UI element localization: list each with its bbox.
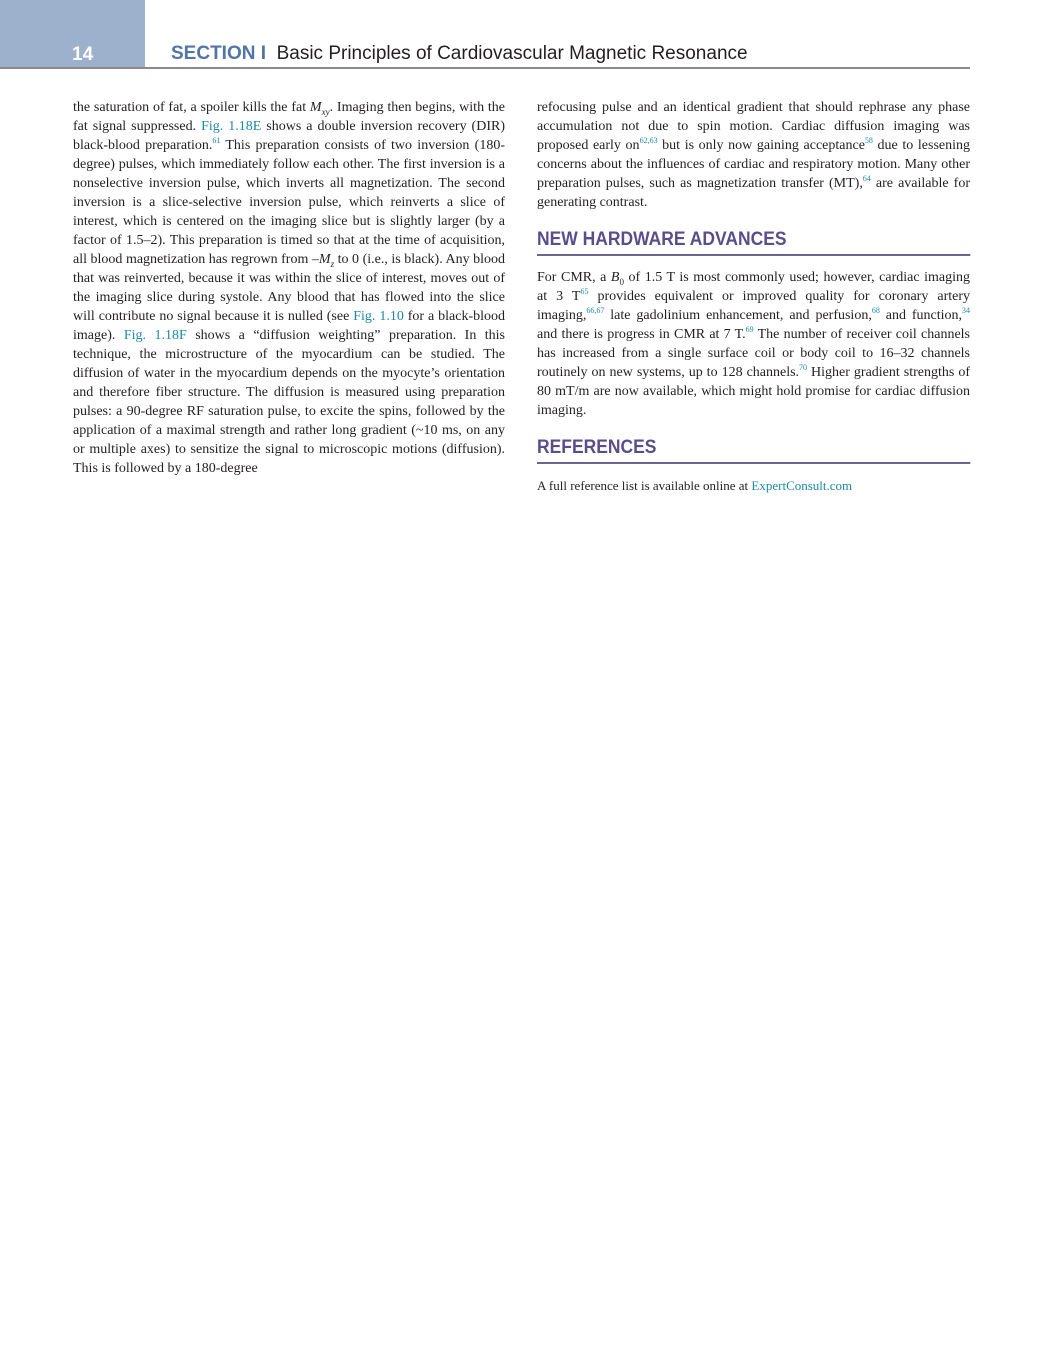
- citation-66-67[interactable]: 66,67: [586, 306, 605, 315]
- citation-70[interactable]: 70: [799, 363, 808, 372]
- text-run: late gadolinium enhancement, and perfusion,: [604, 308, 872, 323]
- right-column: [537, 98, 970, 495]
- heading-references: REFERENCES: [537, 436, 970, 464]
- figure-link-1-10[interactable]: Fig. 1.10: [353, 309, 404, 324]
- text-run: to 0 (i.e., is black). Any blood that was reinverted, because it was within the slice of interest, moves out of the imaging slice during systole. Any blood that has flowed into the slice will contribute no signal because it is nulled (see: [73, 252, 506, 324]
- text-run: and there is progress in CMR at 7 T.: [537, 327, 746, 342]
- text-run: the saturation of fat, a spoiler kills the fat: [73, 100, 310, 115]
- expertconsult-link[interactable]: ExpertConsult.com: [751, 478, 853, 493]
- b0-symbol: B: [610, 270, 620, 285]
- text-run: and function,: [879, 308, 963, 323]
- citation-69[interactable]: 69: [745, 325, 754, 334]
- citation-62-63[interactable]: 62,63: [639, 136, 658, 145]
- citation-64[interactable]: 64: [862, 174, 871, 183]
- references-note: [537, 476, 970, 495]
- body-paragraph: [73, 98, 505, 478]
- text-run: provides equivalent or improved quality for coronary artery imaging,: [537, 289, 970, 323]
- b0-subscript: 0: [619, 276, 624, 287]
- text-run: are available for generating contrast.: [537, 176, 970, 210]
- text-run: refocusing pulse and an identical gradient that should rephrase any phase accumulation not due to spin motion. Cardiac diffusion imaging was proposed early on: [537, 100, 970, 153]
- m-xy-symbol: $M_{xy}$: [309, 100, 330, 117]
- citation-58[interactable]: 58: [864, 136, 873, 145]
- text-run: Higher gradient strengths of 80 mT/m are now available, which might hold promise for cardiac diffusion imaging.: [537, 365, 970, 418]
- text-run: shows a “diffusion weighting” preparation. In this technique, the microstructure of the myocardium can be studied. The diffusion of water in the myocardium depends on the myocyte’s orientation and therefore fiber structure. The diffusion is measured using preparation pulses: a 90-degree RF saturation pulse, to excite the spins, followed by the application of a maximal strength and rather long gradient (~10 ms, on any or multiple axes) to sensitize the signal to microscopic motions (diffusion). This is followed by a 180-degree: [73, 328, 505, 476]
- citation-61[interactable]: 61: [212, 136, 221, 145]
- text-run: . Imaging then begins, with the fat signal suppressed.: [73, 100, 505, 134]
- page-number: 14: [72, 44, 94, 65]
- text-run: For CMR, a: [537, 270, 611, 285]
- text-run: for a black-blood image).: [73, 309, 505, 343]
- text-run: This preparation consists of two inversion (180-degree) pulses, which immediately follow each other. The first inversion is a nonselective inversion pulse, which inverts all magnetization. The second inversion is a slice-selective inversion pulse, which reinverts a slice of interest, which is centered on the imaging slice but is slightly larger (by a factor of 1.5–2). This preparation is timed so that at the time of acquisition, all blood magnetization has regrown from –: [73, 138, 505, 267]
- body-paragraph: [537, 98, 970, 212]
- heading-new-hardware-advances: NEW HARDWARE ADVANCES: [537, 228, 970, 256]
- citation-34[interactable]: 34: [962, 306, 971, 315]
- figure-link-1-18f[interactable]: Fig. 1.18F: [123, 328, 187, 343]
- header-divider: [0, 67, 970, 69]
- running-head: [171, 43, 748, 65]
- m-z-symbol: $M_z$: [318, 252, 335, 269]
- body-paragraph: [537, 268, 970, 420]
- text-run: due to lessening concerns about the influences of cardiac and respiratory motion. Many other preparation pulses, such as magnetization transfer (MT),: [537, 138, 970, 191]
- text-run: of 1.5 T is most commonly used; however, cardiac imaging at 3 T: [537, 270, 970, 304]
- section-title: Basic Principles of Cardiovascular Magnetic Resonance: [276, 43, 748, 64]
- text-run: but is only now gaining acceptance: [657, 138, 865, 153]
- citation-65[interactable]: 65: [580, 287, 589, 296]
- section-label: SECTION I: [171, 43, 267, 64]
- citation-68[interactable]: 68: [871, 306, 880, 315]
- text-run: A full reference list is available online at: [537, 478, 752, 493]
- figure-link-1-18e[interactable]: Fig. 1.18E: [201, 119, 262, 134]
- text-run: The number of receiver coil channels has increased from a single surface coil or body coil to 16–32 channels routinely on new systems, up to 128 channels.: [537, 327, 970, 380]
- left-column: [73, 98, 505, 478]
- text-run: shows a double inversion recovery (DIR) black-blood preparation.: [73, 119, 505, 153]
